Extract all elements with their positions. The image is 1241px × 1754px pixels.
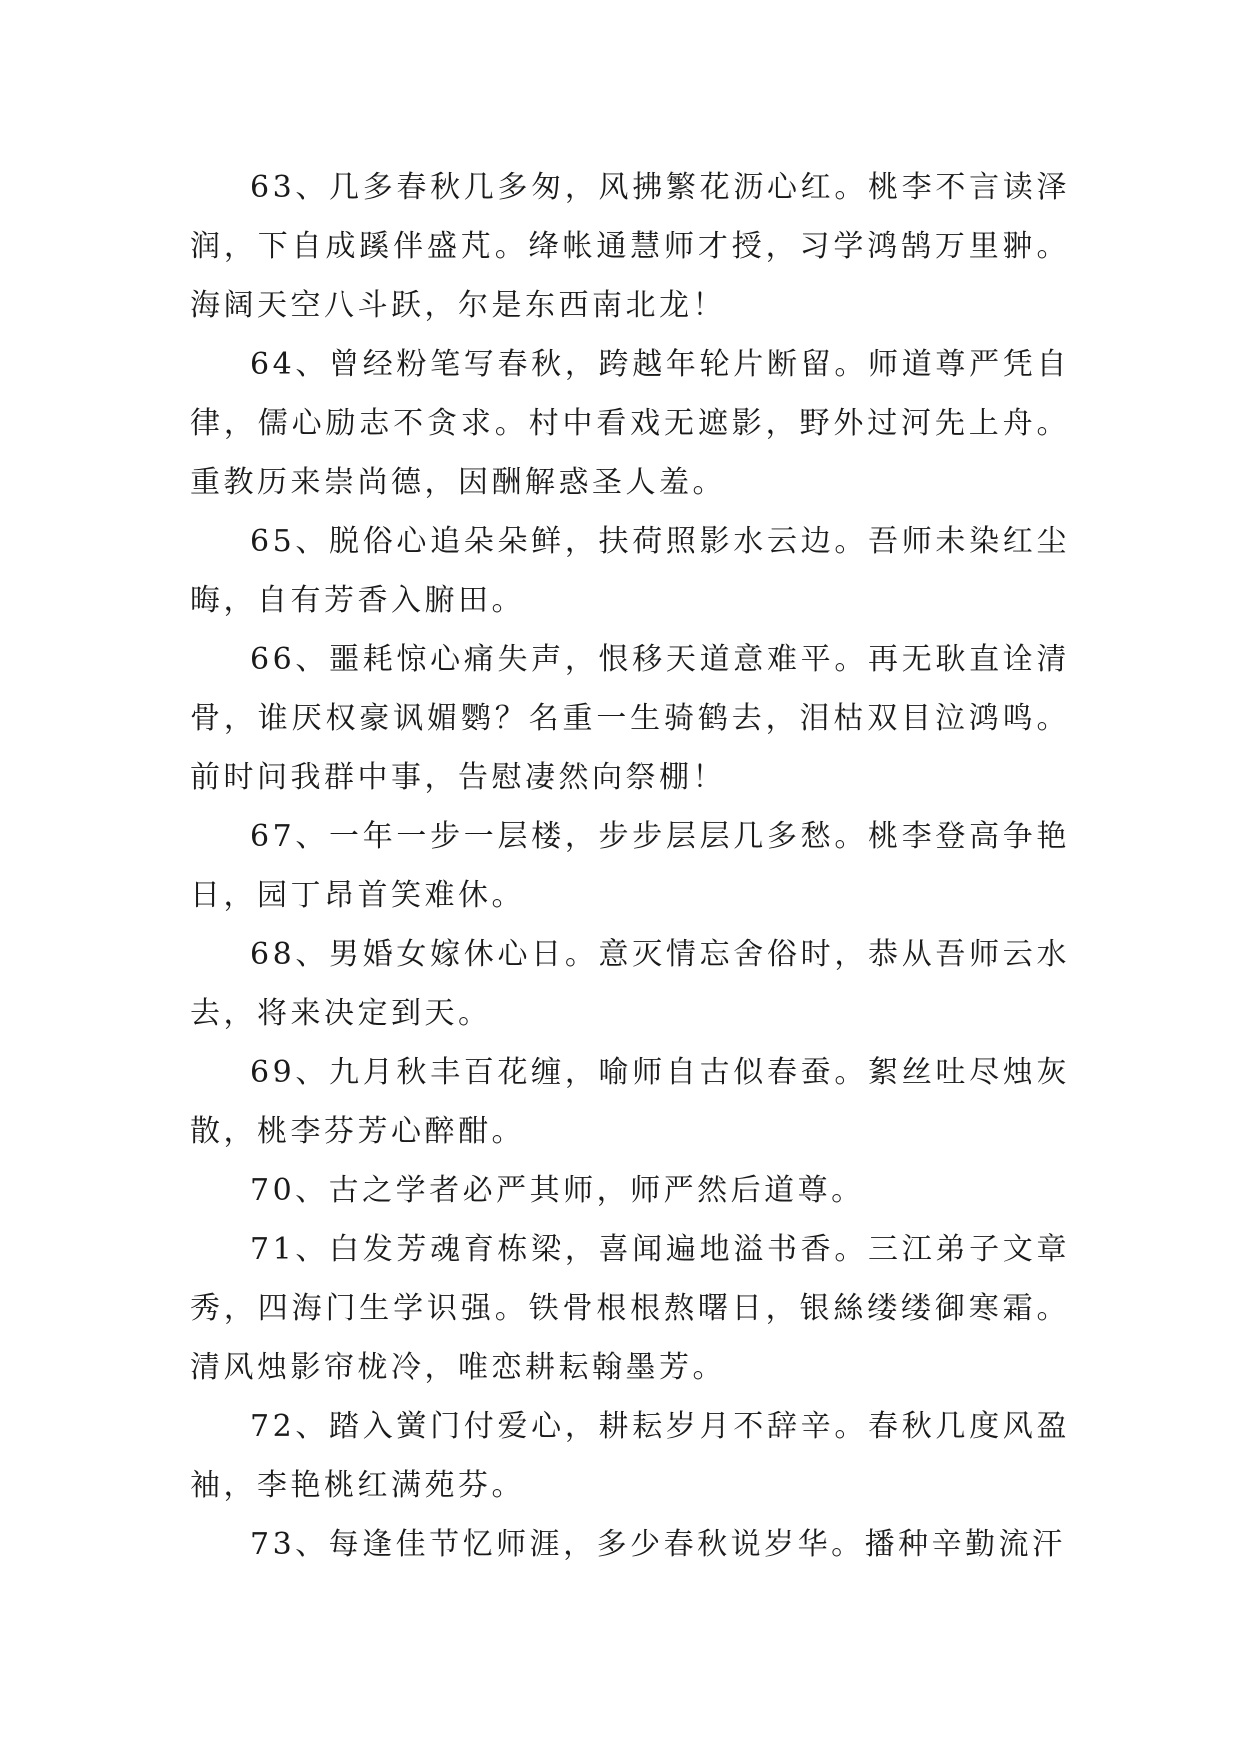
paragraph-66: 66、噩耗惊心痛失声，恨移天道意难平。再无耿直诠清骨，谁厌权豪讽媚鹦？名重一生骑鹤去，泪枯双目泣鸿鸣。前时问我群中事，告慰凄然向祭棚！ bbox=[190, 642, 1070, 795]
paragraph-65: 65、脱俗心追朵朵鲜，扶荷照影水云边。吾师未染红尘晦，自有芳香入腑田。 bbox=[190, 524, 1070, 618]
paragraph-64: 64、曾经粉笔写春秋，跨越年轮片断留。师道尊严凭自律，儒心励志不贪求。村中看戏无遮影，野外过河先上舟。重教历来崇尚德，因酬解惑圣人羞。 bbox=[190, 347, 1070, 500]
document-body bbox=[190, 158, 1070, 1574]
paragraph-73: 73、每逢佳节忆师涯，多少春秋说岁华。播种辛勤流汗 bbox=[250, 1527, 1066, 1562]
paragraph-63: 63、几多春秋几多匆，风拂繁花沥心红。桃李不言读泽润，下自成蹊伴盛芃。绛帐通慧师才授，习学鸿鹄万里翀。海阔天空八斗跃，尔是东西南北龙！ bbox=[190, 170, 1070, 323]
paragraph-70: 70、古之学者必严其师，师严然后道尊。 bbox=[250, 1173, 865, 1208]
paragraph-71: 71、白发芳魂育栋梁，喜闻遍地溢书香。三江弟子文章秀，四海门生学识强。铁骨根根熬曙日，银絲缕缕御寒霜。清风烛影帘栊冷，唯恋耕耘翰墨芳。 bbox=[190, 1232, 1070, 1385]
paragraph-69: 69、九月秋丰百花缠，喻师自古似春蚕。絮丝吐尽烛灰散，桃李芬芳心醉酣。 bbox=[190, 1055, 1070, 1149]
paragraph-72: 72、踏入黉门付爱心，耕耘岁月不辞辛。春秋几度风盈袖，李艳桃红满苑芬。 bbox=[190, 1409, 1070, 1503]
paragraph-67: 67、一年一步一层楼，步步层层几多愁。桃李登高争艳日，园丁昂首笑难休。 bbox=[190, 819, 1070, 913]
paragraph-68: 68、男婚女嫁休心日。意灭情忘舍俗时，恭从吾师云水去，将来决定到天。 bbox=[190, 937, 1070, 1031]
